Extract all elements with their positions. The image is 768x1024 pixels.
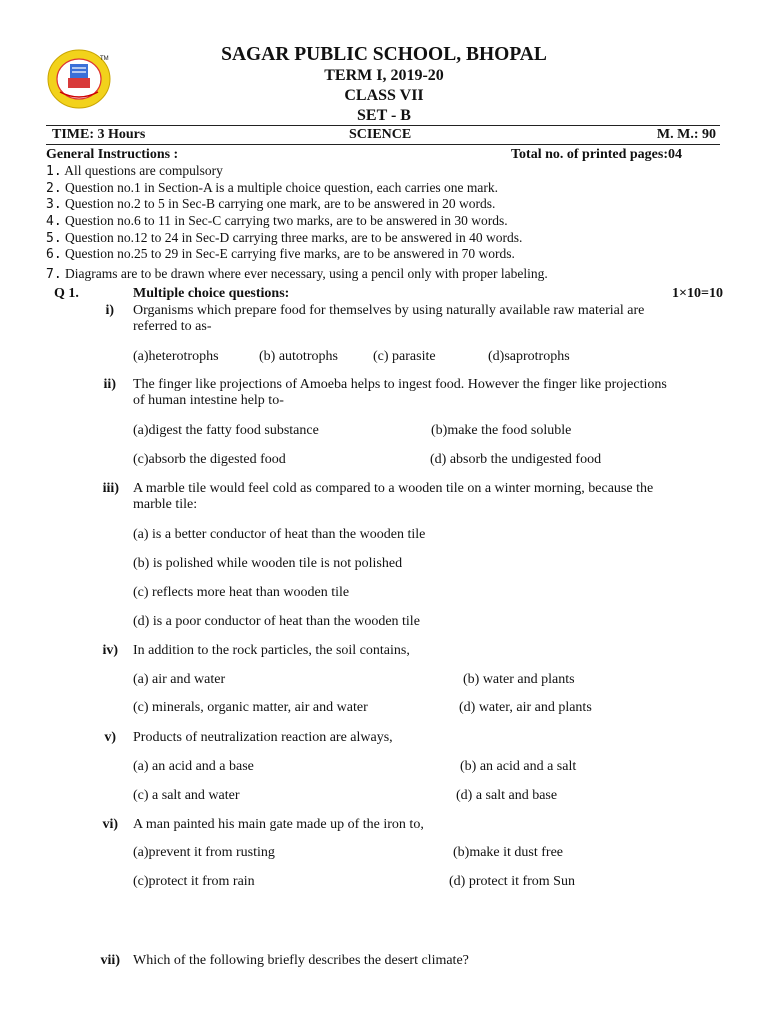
- subject-label: SCIENCE: [349, 127, 412, 142]
- question-text: Which of the following briefly describes the desert climate?: [133, 953, 469, 968]
- q1-marks: 1×10=10: [672, 286, 723, 301]
- option: (d) a salt and base: [456, 788, 558, 803]
- class-label: CLASS VII: [344, 87, 424, 104]
- header-top-rule: [46, 125, 720, 126]
- q1-number: Q 1.: [54, 286, 79, 301]
- option: (c) reflects more heat than wooden tile: [133, 585, 350, 600]
- option: (d) absorb the undigested food: [430, 452, 602, 467]
- option: (a) air and water: [133, 672, 226, 687]
- option: (d)saprotrophs: [488, 349, 570, 364]
- instruction-item: 2. Question no.1 in Section-A is a multiple choice question, each carries one mark.: [46, 180, 499, 196]
- option: (c) minerals, organic matter, air and water: [133, 700, 368, 715]
- option: (b) an acid and a salt: [460, 759, 577, 774]
- option: (c)protect it from rain: [133, 874, 255, 889]
- instructions-title: General Instructions :: [46, 147, 179, 162]
- option: (d) is a poor conductor of heat than the wooden tile: [133, 614, 420, 629]
- question-number: ii): [103, 377, 116, 392]
- option: (a)digest the fatty food substance: [133, 423, 319, 438]
- question-number: i): [105, 303, 114, 318]
- question-text: Organisms which prepare food for themselves by using naturally available raw material are referred to as-: [133, 303, 645, 334]
- trademark-mark: TM: [100, 56, 109, 62]
- instruction-item: 3. Question no.2 to 5 in Sec-B carrying one mark, are to be answered in 20 words.: [46, 196, 496, 212]
- instruction-item: 1. All questions are compulsory: [46, 163, 223, 179]
- header-bottom-rule: [46, 144, 720, 145]
- option: (a) an acid and a base: [133, 759, 254, 774]
- set-label: SET - B: [357, 107, 411, 124]
- option: (b)make the food soluble: [431, 423, 572, 438]
- question-text: A man painted his main gate made up of the iron to,: [133, 817, 424, 832]
- question-number: vii): [100, 953, 120, 968]
- option: (c) parasite: [373, 349, 436, 364]
- printed-pages-label: Total no. of printed pages:04: [511, 147, 683, 162]
- question-text: A marble tile would feel cold as compared to a wooden tile on a winter morning, because the marble tile:: [133, 481, 654, 512]
- option: (b) is polished while wooden tile is not polished: [133, 556, 403, 571]
- exam-info-bar: [46, 127, 720, 143]
- instruction-item: 5. Question no.12 to 24 in Sec-D carrying three marks, are to be answered in 40 words.: [46, 230, 523, 246]
- time-label: TIME: 3 Hours: [52, 127, 146, 142]
- instruction-item: 6. Question no.25 to 29 in Sec-E carrying five marks, are to be answered in 70 words.: [46, 246, 515, 262]
- max-marks-label: M. M.: 90: [656, 127, 716, 142]
- q1-title: Multiple choice questions:: [133, 286, 290, 301]
- question-number: v): [104, 730, 116, 745]
- option: (d) protect it from Sun: [449, 874, 575, 889]
- option: (c) a salt and water: [133, 788, 240, 803]
- question-number: iii): [102, 481, 119, 496]
- instruction-item: 7. Diagrams are to be drawn where ever necessary, using a pencil only with proper labeling.: [46, 266, 548, 282]
- option: (d) water, air and plants: [459, 700, 592, 715]
- option: (a) is a better conductor of heat than the wooden tile: [133, 527, 426, 542]
- term-label: TERM I, 2019-20: [324, 67, 444, 84]
- instruction-item: 4. Question no.6 to 11 in Sec-C carrying two marks, are to be answered in 30 words.: [46, 213, 508, 229]
- school-name: SAGAR PUBLIC SCHOOL, BHOPAL: [221, 44, 547, 65]
- option: (a)prevent it from rusting: [133, 845, 275, 860]
- option: (b) autotrophs: [259, 349, 338, 364]
- question-number: iv): [102, 643, 118, 658]
- option: (b) water and plants: [463, 672, 575, 687]
- option: (c)absorb the digested food: [133, 452, 286, 467]
- option: (a)heterotrophs: [133, 349, 219, 364]
- question-number: vi): [102, 817, 118, 832]
- question-text: Products of neutralization reaction are always,: [133, 730, 393, 745]
- question-text: In addition to the rock particles, the soil contains,: [133, 643, 410, 658]
- option: (b)make it dust free: [453, 845, 564, 860]
- question-text: The finger like projections of Amoeba helps to ingest food. However the finger like projections of human intestine help to-: [133, 377, 667, 408]
